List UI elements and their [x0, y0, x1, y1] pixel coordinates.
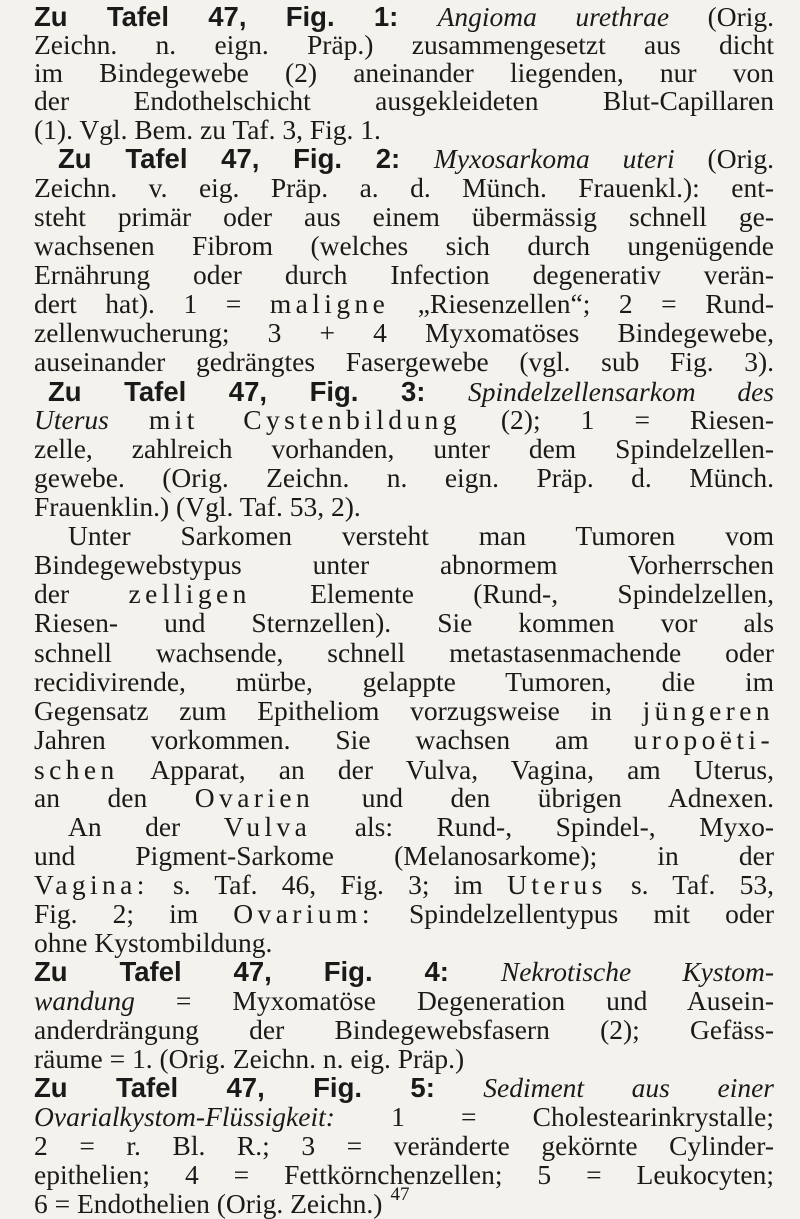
text-run: Fig. 2; im: [34, 898, 234, 929]
text-line: [34, 986, 774, 1016]
text-line: [68, 812, 774, 842]
text-line: [34, 347, 774, 377]
text-run: zellenwucherung; 3 + 4 Myxomatöses Bindegewebe,: [34, 317, 774, 348]
text-run: gewebe. (Orig. Zeichn. n. eign. Präp. d. Münch.: [34, 462, 774, 493]
text-run: zelle, zahlreich vorhanden, unter dem Spindelzellen-: [34, 433, 774, 464]
text-run: [109, 404, 149, 435]
text-line: [34, 579, 774, 609]
spaced-term: jüngeren: [642, 695, 774, 726]
italic-term: Uterus: [34, 404, 109, 435]
section-heading: Zu Tafel 47, Fig. 3:: [48, 376, 468, 407]
text-line: [34, 928, 774, 958]
text-line: [34, 405, 774, 435]
italic-term: Myxosarkoma uteri: [433, 143, 675, 174]
text-run: Ernährung oder durch Infection degenerativ verän-: [34, 259, 774, 290]
text-line: [34, 1044, 774, 1074]
text-line: [34, 289, 774, 319]
text-line: [34, 86, 774, 116]
text-line: [34, 725, 774, 755]
section-heading: Zu Tafel 47, Fig. 5:: [34, 1072, 484, 1103]
text-line: [34, 58, 774, 88]
text-line: [34, 1015, 774, 1045]
text-run: (1). Vgl. Bem. zu Taf. 3, Fig. 1.: [34, 114, 381, 145]
text-line: [34, 1073, 774, 1103]
text-run: Apparat, an der Vulva, Vagina, am Uterus,: [118, 754, 774, 785]
text-line: [34, 231, 774, 261]
text-line: [34, 1102, 774, 1132]
text-line: [34, 260, 774, 290]
text-run: = Myxomatöse Degeneration und Ausein-: [134, 985, 774, 1016]
text-run: An der: [68, 811, 224, 842]
text-run: Jahren vorkommen. Sie wachsen am: [34, 724, 634, 755]
text-line: [34, 173, 774, 203]
text-run: der Endothelschicht ausgekleideten Blut-Capillaren: [34, 85, 774, 116]
text-run: als: Rund-, Spindel-, Myxo-: [311, 811, 774, 842]
italic-term: wandung: [34, 985, 135, 1016]
text-line: [34, 667, 774, 697]
spaced-term: zelligen: [128, 578, 251, 609]
text-run: Frauenklin.) (Vgl. Taf. 53, 2).: [34, 491, 361, 522]
spaced-term: maligne: [269, 288, 390, 319]
text-run: auseinander gedrängtes Fasergewebe (vgl. sub Fig. 3).: [34, 346, 774, 377]
text-line: [34, 492, 774, 522]
text-run: wachsenen Fibrom (welches sich durch ungenügende: [34, 230, 774, 261]
text-line: [34, 115, 774, 145]
spaced-term: schen: [34, 754, 119, 785]
text-line: [34, 638, 774, 668]
text-run: und den übrigen Adnexen.: [314, 782, 775, 813]
text-run: schnell wachsende, schnell metastasenmachende oder: [34, 637, 774, 668]
text-line: [34, 434, 774, 464]
text-run: (Orig.: [674, 143, 774, 174]
text-run: räume = 1. (Orig. Zeichn. n. eig. Präp.): [34, 1043, 465, 1074]
text-line: [34, 755, 774, 785]
italic-term: Sediment aus einer: [483, 1072, 775, 1103]
text-line: [34, 608, 774, 638]
text-run: Unter Sarkomen versteht man Tumoren vom: [68, 520, 774, 551]
text-run: im Bindegewebe (2) aneinander liegenden, nur von: [34, 57, 774, 88]
text-run: Zeichn. v. eig. Präp. a. d. Münch. Frauenkl.): ent-: [34, 172, 774, 203]
text-run: an den: [34, 782, 195, 813]
spaced-term: uropoëti-: [633, 724, 774, 755]
text-line: [34, 841, 774, 871]
text-line: [34, 1131, 774, 1161]
text-run: dert hat). 1 =: [34, 288, 270, 319]
text-run: Gegensatz zum Epitheliom vorzugsweise in: [34, 695, 643, 726]
text-run: Riesen- und Sternzellen). Sie kommen vor als: [34, 607, 774, 638]
text-run: der: [34, 578, 129, 609]
text-run: steht primär oder aus einem übermässig schnell ge-: [34, 201, 774, 232]
text-run: 2 = r. Bl. R.; 3 = veränderte gekörnte Cylinder-: [34, 1130, 774, 1161]
page-number: 47: [390, 1184, 410, 1205]
text-run: epithelien; 4 = Fettkörnchenzellen; 5 = Leukocyten;: [34, 1159, 774, 1190]
spaced-term: mit Cystenbildung: [148, 404, 461, 435]
italic-term: Ovarialkystom-Flüssigkeit:: [34, 1101, 335, 1132]
italic-term: Nekrotische Kystom-: [500, 956, 774, 987]
text-run: recidivirende, mürbe, gelappte Tumoren, die im: [34, 666, 774, 697]
text-run: (Orig.: [669, 1, 775, 32]
text-run: ohne Kystombildung.: [34, 927, 273, 958]
text-line: [34, 2, 774, 32]
text-run: Spindelzellentypus mit oder: [373, 898, 774, 929]
text-run: (2); 1 = Riesen-: [460, 404, 774, 435]
text-run: Bindegewebstypus unter abnormem Vorherrschen: [34, 549, 774, 580]
spaced-term: Ovarium:: [233, 898, 374, 929]
spaced-term: Uterus: [507, 869, 607, 900]
text-run: 1 = Cholestearinkrystalle;: [334, 1101, 774, 1132]
text-run: s. Taf. 46, Fig. 3; im: [148, 869, 507, 900]
text-line: [34, 783, 774, 813]
spaced-term: Vulva: [223, 811, 312, 842]
text-line: [34, 870, 774, 900]
text-line: [34, 463, 774, 493]
text-line: [48, 377, 774, 407]
text-run: „Riesenzellen“; 2 = Rund-: [389, 288, 774, 319]
italic-term: Angioma urethrae: [437, 1, 670, 32]
italic-term: Spindelzellensarkom des: [467, 376, 774, 407]
spaced-term: Ovarien: [194, 782, 315, 813]
text-line: [34, 30, 774, 60]
text-run: Zeichn. n. eign. Präp.) zusammengesetzt aus dicht: [34, 29, 774, 60]
text-line: [34, 550, 774, 580]
text-run: s. Taf. 53,: [606, 869, 774, 900]
text-line: [68, 521, 774, 551]
spaced-term: Vagina:: [34, 869, 149, 900]
text-run: 6 = Endothelien (Orig. Zeichn.): [34, 1188, 383, 1219]
text-line: [34, 318, 774, 348]
text-run: Elemente (Rund-, Spindelzellen,: [250, 578, 774, 609]
section-heading: Zu Tafel 47, Fig. 1:: [34, 1, 438, 32]
text-line: [34, 899, 774, 929]
text-line: [58, 144, 774, 174]
text-line: [34, 957, 774, 987]
text-run: und Pigment-Sarkome (Melanosarkome); in der: [34, 840, 774, 871]
text-run: anderdrängung der Bindegewebsfasern (2); Gefäss-: [34, 1014, 774, 1045]
section-heading: Zu Tafel 47, Fig. 4:: [34, 956, 501, 987]
text-line: [34, 202, 774, 232]
section-heading: Zu Tafel 47, Fig. 2:: [58, 143, 434, 174]
text-line: [34, 696, 774, 726]
